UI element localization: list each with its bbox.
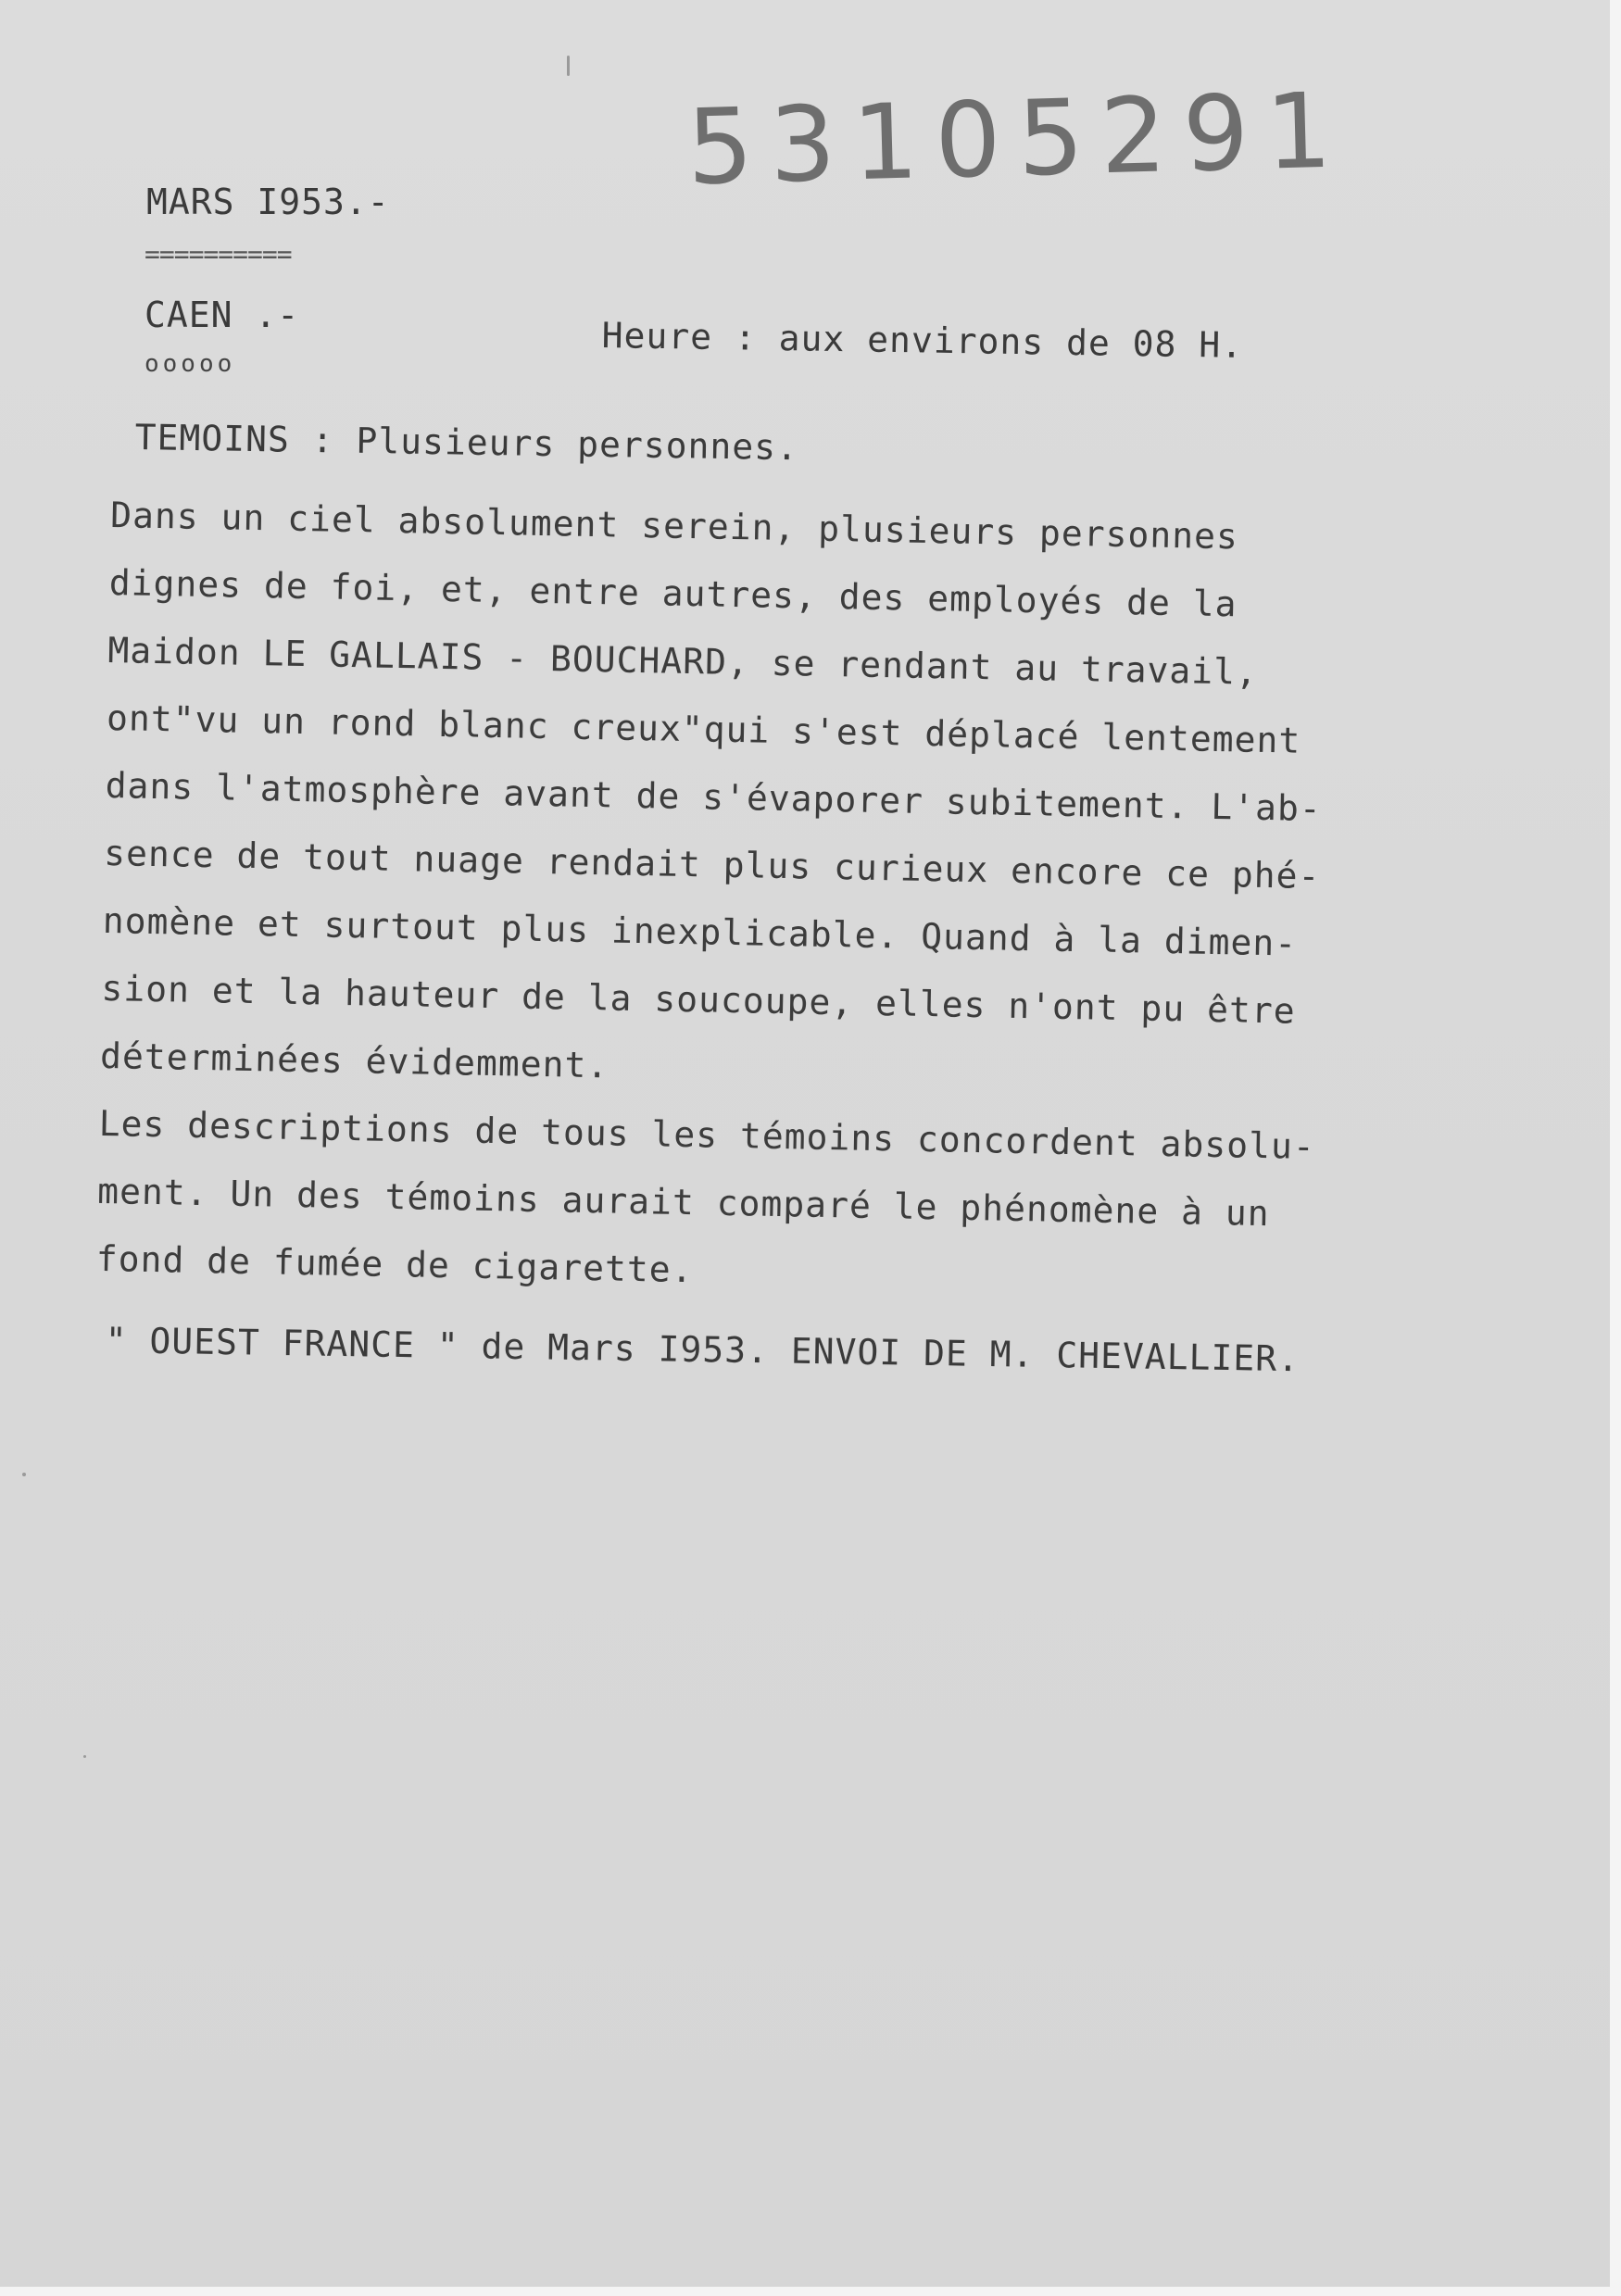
body-line: Dans un ciel absolument serein, plusieurs personnes (109, 494, 1239, 558)
paper-speck (22, 1473, 26, 1476)
body-line: ont"vu un rond blanc creux"qui s'est déplacé lentement (106, 696, 1301, 761)
source-line: " OUEST FRANCE " de Mars I953. ENVOI DE M. CHEVALLIER. (105, 1320, 1301, 1380)
city-underline-marks: ooooo (145, 350, 236, 378)
witnesses-line: TEMOINS : Plusieurs personnes. (134, 417, 799, 469)
body-line: fond de fumée de cigarette. (95, 1237, 694, 1291)
body-line: dignes de foi, et, entre autres, des employés de la (108, 561, 1238, 625)
paper-speck (567, 56, 570, 76)
body-line: nomène et surtout plus inexplicable. Quand à la dimen- (102, 899, 1298, 964)
body-line: sence de tout nuage rendait plus curieux encore ce phé- (103, 832, 1321, 897)
scan-edge-right (1610, 0, 1621, 2296)
report-body (95, 482, 1327, 1316)
body-line: déterminées évidemment. (99, 1035, 609, 1086)
body-line: Maidon LE GALLAIS - BOUCHARD, se rendant au travail, (107, 629, 1259, 693)
body-line: dans l'atmosphère avant de s'évaporer subitement. L'ab- (105, 764, 1323, 830)
scan-edge-bottom (0, 2287, 1621, 2296)
hour-line: Heure : aux environs de 08 H. (601, 315, 1244, 366)
heading-underline: ========== (145, 239, 292, 270)
city-heading: CAEN .- (145, 295, 300, 335)
body-line: ment. Un des témoins aurait comparé le phénomène à un (96, 1170, 1271, 1235)
paper-speck (83, 1755, 86, 1758)
body-line: sion et la hauteur de la soucoupe, elles n'ont pu être (101, 967, 1297, 1032)
date-heading: MARS I953.- (146, 182, 390, 222)
archive-number-stamp: 53105291 (685, 70, 1351, 208)
body-line: Les descriptions de tous les témoins concordent absolu- (98, 1102, 1316, 1168)
